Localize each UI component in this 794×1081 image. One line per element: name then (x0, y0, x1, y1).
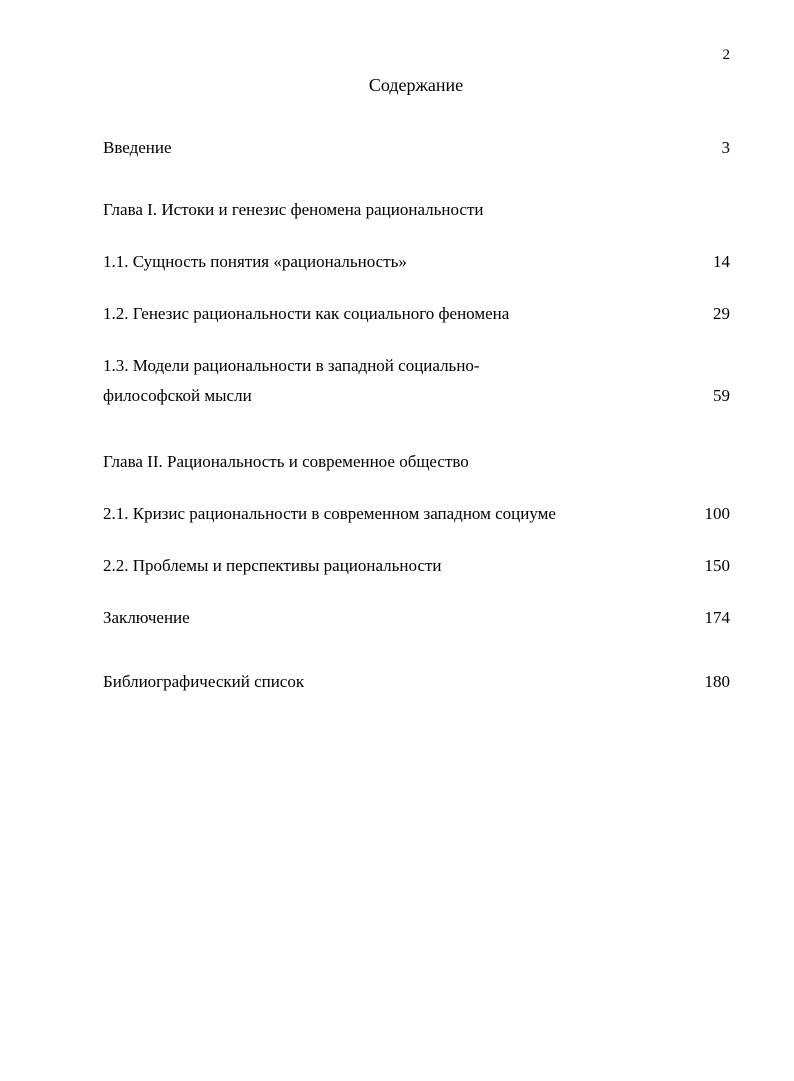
toc-entry-page: 29 (713, 304, 730, 323)
toc-entry-text-line-2: философской мысли (103, 386, 252, 405)
toc-entry-bibliography (103, 667, 730, 697)
toc-entry-text: Заключение (103, 608, 190, 627)
toc-entry-chapter-1 (103, 195, 730, 225)
toc-entry-page: 3 (721, 138, 730, 157)
toc-entry-1-2 (103, 299, 730, 329)
toc-entry-text: 1.1. Сущность понятия «рациональность» (103, 252, 407, 271)
toc-entry-text: Глава II. Рациональность и современное общество (103, 452, 469, 471)
toc-entry-2-1 (103, 499, 730, 529)
toc-entry-2-2 (103, 551, 730, 581)
toc-entry-text: Библиографический список (103, 672, 305, 691)
toc-entry-page: 59 (713, 386, 730, 405)
toc-entry-conclusion (103, 603, 730, 633)
toc-entry-page: 180 (704, 672, 730, 691)
toc-entry-text: 2.2. Проблемы и перспективы рациональности (103, 556, 442, 575)
toc-entry-introduction (103, 133, 730, 163)
toc-entry-1-3 (103, 351, 730, 411)
page-title: Содержание (368, 75, 464, 95)
toc-entry-1-1 (103, 247, 730, 277)
toc-entry-page: 174 (704, 608, 730, 627)
toc-entry-page: 14 (713, 252, 730, 271)
toc-entry-text: 2.1. Кризис рациональности в современном западном социуме (103, 504, 556, 523)
toc-entry-text: 1.2. Генезис рациональности как социального феномена (103, 304, 510, 323)
toc-entry-text: Введение (103, 138, 172, 157)
toc-entry-text: Глава I. Истоки и генезис феномена рациональности (103, 200, 484, 219)
toc-entry-text-line-1: 1.3. Модели рациональности в западной социально- (103, 356, 480, 375)
toc-entry-chapter-2 (103, 447, 730, 477)
page-number: 2 (722, 47, 730, 63)
toc-entry-page: 100 (704, 504, 730, 523)
toc-entry-page: 150 (704, 556, 730, 575)
